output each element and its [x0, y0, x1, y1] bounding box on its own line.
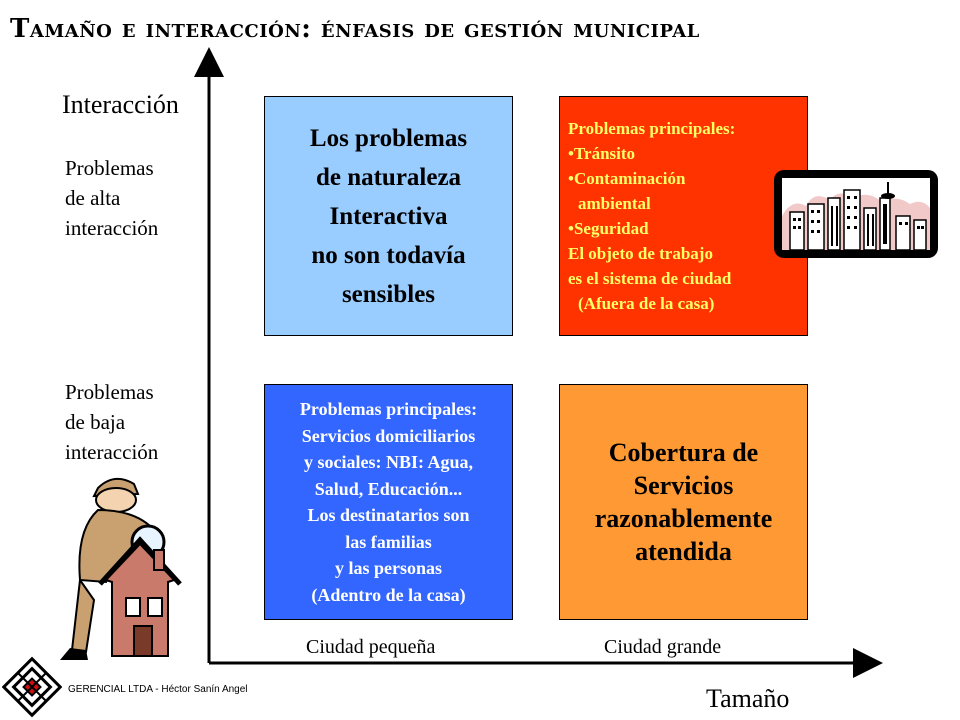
gerencial-logo-icon	[2, 656, 62, 718]
detective-house-icon	[36, 470, 186, 670]
quadrant-top-right: Problemas principales: •Tránsito •Contaminación ambiental •Seguridad El objeto de trabajo es el sistema de ciudad (Afuera de la casa)	[559, 96, 808, 336]
row-label-low: Problemas de baja interacción	[65, 380, 159, 464]
city-skyline-icon	[772, 168, 940, 260]
quadrant-bottom-right: Cobertura de Servicios razonablemente atendida	[559, 384, 808, 620]
column-label-small: Ciudad pequeña	[306, 636, 436, 658]
y-axis-label: Interacción	[62, 90, 179, 119]
x-axis-label: Tamaño	[706, 684, 790, 713]
slide-title: Tamaño e interacción: énfasis de gestión municipal	[10, 14, 700, 44]
quadrant-top-left: Los problemas de naturaleza Interactiva no son todavía sensibles	[264, 96, 513, 336]
quadrant-bottom-left: Problemas principales: Servicios domiciliarios y sociales: NBI: Agua, Salud, Educación... Los destinatarios son las familias y las personas (Adentro de la casa)	[264, 384, 513, 620]
footer-credit: GERENCIAL LTDA - Héctor Sanín Angel	[68, 684, 248, 695]
row-label-high: Problemas de alta interacción	[65, 156, 159, 240]
column-label-large: Ciudad grande	[604, 636, 722, 658]
